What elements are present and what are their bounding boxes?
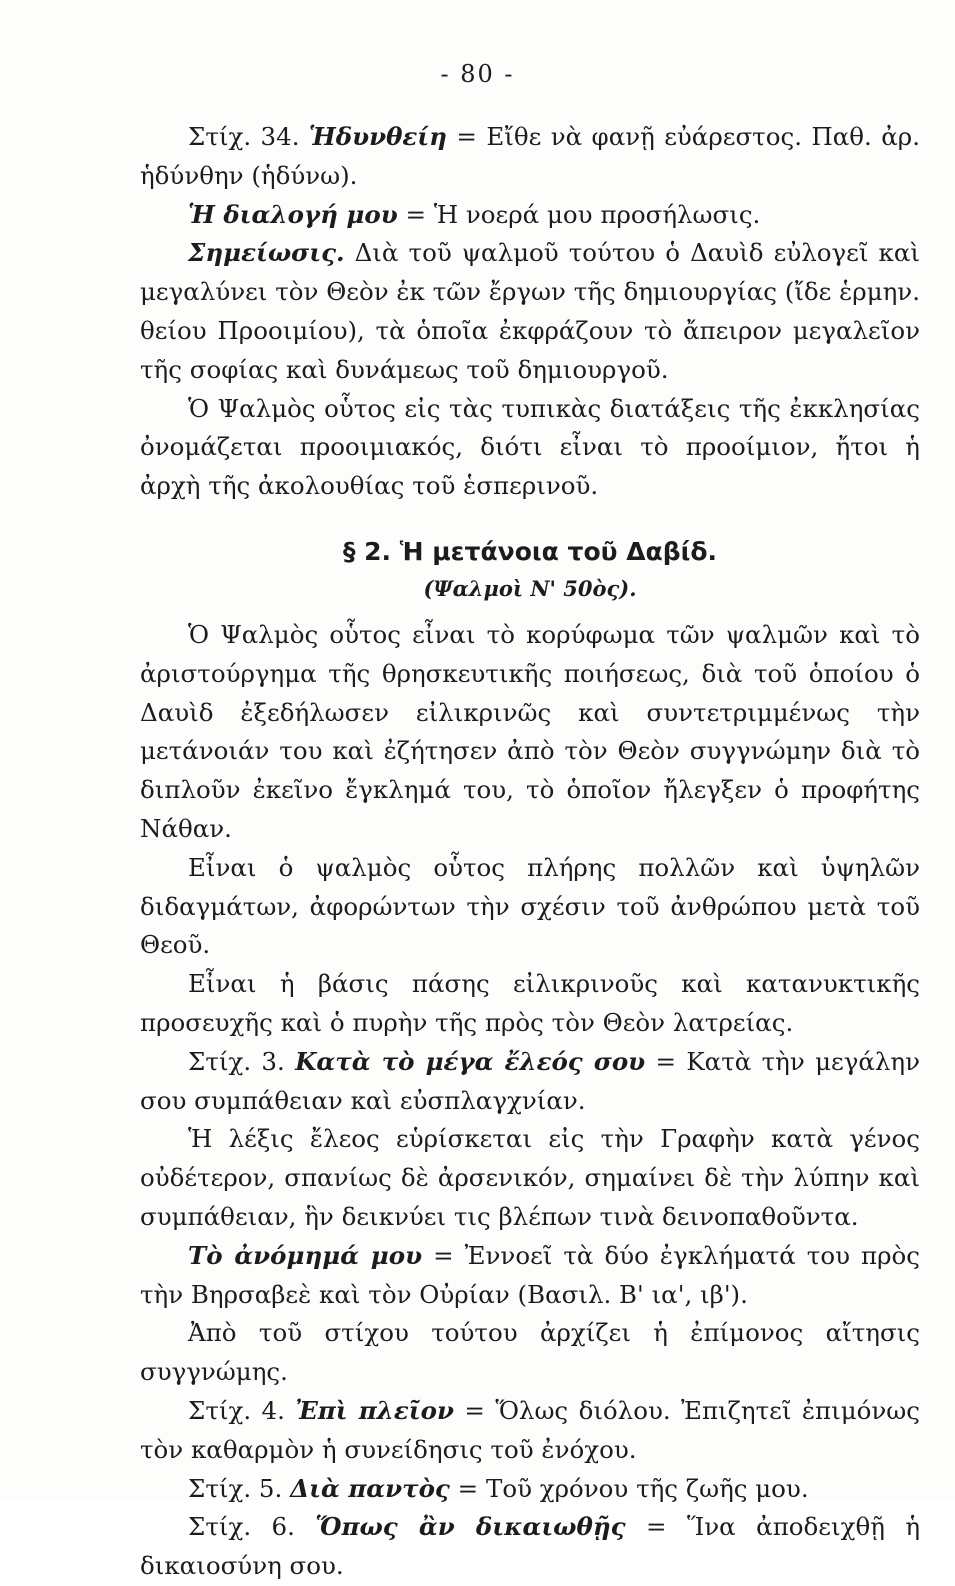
section-subheading: (Ψαλμοὶ Ν' 50ὸς). <box>423 575 637 601</box>
paragraph-text: Ἡ λέξις ἔλεος εὑρίσκεται εἰς τὴν Γραφὴν κατὰ γένος οὐδέτερον, σπανίως δὲ ἀρσενικόν, σημαίνει δὲ τὴν λύπην καὶ συμπάθειαν, ἣν δεικνύει τις βλέπων τινὰ δεινοπαθοῦντα. <box>140 1124 920 1231</box>
gloss: = Ἡ νοερά μου προσήλωσις. <box>405 199 761 229</box>
note-text: Διὰ τοῦ ψαλμοῦ τούτου ὁ Δαυὶδ εὐλογεῖ καὶ μεγαλύνει τὸν Θεὸν ἐκ τῶν ἔργων τῆς δημιουργίας (ἴδε ἑρμην. θείου Προοιμίου), τὰ ὁποῖα ἐκφράζουν τὸ ἄπειρον μεγαλεῖον τῆς σοφίας καὶ δυνάμεως τοῦ δημιουργοῦ. <box>140 238 920 384</box>
paragraph-text: Ὁ Ψαλμὸς οὗτος εἶναι τὸ κορύφωμα τῶν ψαλμῶν καὶ τὸ ἀριστούργημα τῆς θρησκευτικῆς ποιήσεως, διὰ τοῦ ὁποίου ὁ Δαυὶδ ἐξεδήλωσεν εἰλικρινῶς καὶ συντετριμμένως τὴν μετάνοιάν του καὶ ἐζήτησεν ἀπὸ τὸν Θεὸν συγγνώμην διὰ τὸ διπλοῦν ἐκεῖνο ἔγκλημά του, τὸ ὁποῖον ἤλεγξεν ὁ προφήτης Νάθαν. <box>140 619 920 843</box>
verse-label: Στίχ. 6. <box>188 1512 295 1542</box>
gloss: = Ἵνα ἀποδειχθῇ ἡ δικαιοσύνη σου. <box>140 1512 920 1581</box>
paragraph-verse-4 <box>140 1392 920 1470</box>
gloss: = Ὅλως διόλου. Ἐπιζητεῖ ἐπιμόνως τὸν καθαρμὸν ἡ συνείδησις τοῦ ἐνόχου. <box>140 1395 920 1464</box>
paragraph-verse-5 <box>140 1470 920 1509</box>
verse-label: Στίχ. 34. <box>188 122 300 151</box>
paragraph-masterpiece <box>140 616 920 849</box>
gloss: = Εἴθε νὰ φανῇ εὐάρεστος. Παθ. ἀρ. ἡδύνθην (ἡδύνω). <box>140 122 920 190</box>
term: Ἐπὶ πλεῖον <box>295 1395 454 1425</box>
verse-label: Στίχ. 3. <box>188 1046 285 1076</box>
term: Κατὰ τὸ μέγα ἔλεός σου <box>295 1046 646 1076</box>
paragraph-text: Εἶναι ἡ βάσις πάσης εἰλικρινοῦς καὶ κατανυκτικῆς προσευχῆς καὶ ὁ πυρὴν τῆς πρὸς τὸν Θεὸν λατρείας. <box>140 969 920 1037</box>
paragraph-dialogi <box>140 196 920 235</box>
term: Ὅπως ἂν δικαιωθῇς <box>315 1512 626 1542</box>
paragraph-note <box>140 234 920 389</box>
term: Ἡδυνθείη <box>308 122 447 151</box>
paragraph-anomima <box>140 1237 920 1315</box>
term: Τὸ ἀνόμημά μου <box>188 1240 423 1270</box>
paragraph-plea <box>140 1314 920 1392</box>
term: Ἡ διαλογή μου <box>188 199 398 229</box>
verse-label: Στίχ. 5. <box>188 1473 283 1503</box>
section-heading: § 2. Ἡ μετάνοια τοῦ Δαβίδ. <box>342 536 718 566</box>
paragraph-eleos <box>140 1120 920 1236</box>
paragraph-verse-34 <box>140 118 920 196</box>
gloss: = Κατὰ τὴν μεγάλην σου συμπάθειαν καὶ εὐσπλαγχνίαν. <box>140 1046 920 1115</box>
paragraph-proemial-psalm <box>140 390 920 506</box>
paragraph-verse-3 <box>140 1043 920 1121</box>
paragraph-text: Εἶναι ὁ ψαλμὸς οὗτος πλήρης πολλῶν καὶ ὑψηλῶν διδαγμάτων, ἀφορώντων τὴν σχέσιν τοῦ ἀνθρώπου μετὰ τοῦ Θεοῦ. <box>140 852 920 960</box>
paragraph-text: Ὁ Ψαλμὸς οὗτος εἰς τὰς τυπικὰς διατάξεις τῆς ἐκκλησίας ὀνομάζεται προοιμιακός, διότι εἶναι τὸ προοίμιον, ἤτοι ἡ ἀρχὴ τῆς ἀκολουθίας τοῦ ἑσπερινοῦ. <box>140 393 920 501</box>
paragraph-text: Ἀπὸ τοῦ στίχου τούτου ἀρχίζει ἡ ἐπίμονος αἴτησις συγγνώμης. <box>140 1318 920 1387</box>
verse-label: Στίχ. 4. <box>188 1395 285 1425</box>
gloss: = Τοῦ χρόνου τῆς ζωῆς μου. <box>457 1473 809 1503</box>
gloss: = Ἐννοεῖ τὰ δύο ἐγκλήματά του πρὸς τὴν Βηρσαβεὲ καὶ τὸν Οὐρίαν (Βασιλ. Β' ια', ιβ'). <box>140 1240 920 1309</box>
page-text <box>140 118 920 1586</box>
term: Σημείωσις. <box>188 238 345 268</box>
paragraph-basis <box>140 965 920 1043</box>
term: Διὰ παντὸς <box>290 1473 450 1503</box>
paragraph-teachings <box>140 849 920 965</box>
page-number: - 80 - <box>440 60 515 88</box>
paragraph-verse-6 <box>140 1508 920 1586</box>
